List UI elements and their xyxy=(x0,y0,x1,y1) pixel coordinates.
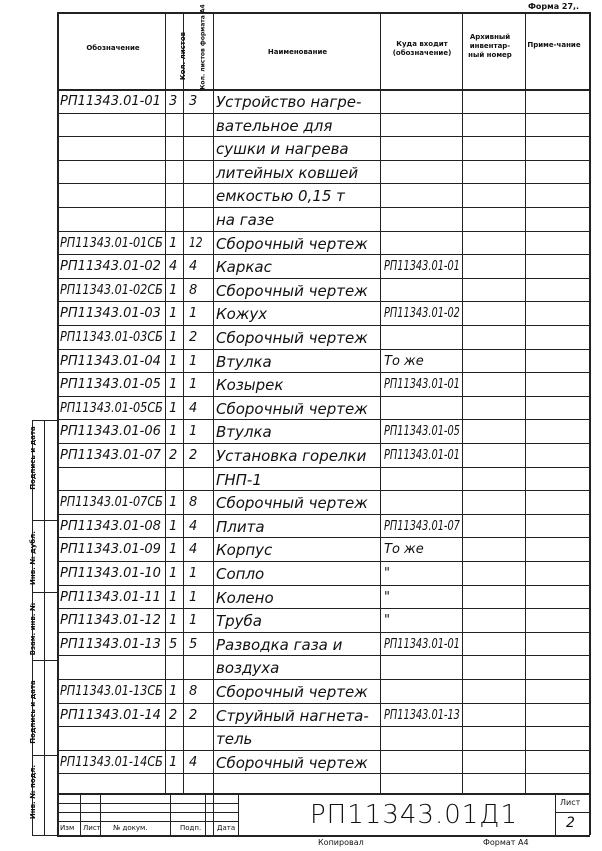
row-name: литейных ковшей xyxy=(216,164,359,182)
row-included-in: " xyxy=(384,613,390,628)
document-number: РП11343.01Д1 xyxy=(310,800,519,830)
grid-line xyxy=(57,372,590,373)
grid-line xyxy=(205,793,206,835)
grid-line xyxy=(57,514,590,515)
grid-line xyxy=(57,679,590,680)
col-data: Дата xyxy=(217,824,236,832)
header-included-in: Куда входит (обозначение) xyxy=(392,40,452,57)
row-designation: РП11343.01-04 xyxy=(60,354,161,369)
row-name: Труба xyxy=(216,612,263,630)
side-label-inv-podl: Инв. № подл. xyxy=(29,764,37,820)
grid-line xyxy=(57,136,590,137)
row-sheets-count: 1 xyxy=(169,377,178,392)
row-designation: РП11343.01-11 xyxy=(60,590,161,605)
row-sheets-a4: 1 xyxy=(189,424,198,439)
sheet-label: Лист xyxy=(560,798,581,807)
grid-line xyxy=(57,183,590,184)
row-designation: РП11343.01-02 xyxy=(60,259,161,274)
header-archive: Архивный инвентар-ный номер xyxy=(468,33,512,59)
header-sheets-a4: Кол. листов формата А4 xyxy=(199,4,207,90)
row-included-in: РП11343.01-13 xyxy=(384,708,460,723)
grid-line xyxy=(57,325,590,326)
grid-line xyxy=(32,835,57,836)
grid-line xyxy=(57,467,590,468)
row-name: Кожух xyxy=(216,305,268,323)
grid-line xyxy=(183,12,184,793)
row-designation: РП11343.01-12 xyxy=(60,613,161,628)
grid-line xyxy=(57,821,238,822)
row-sheets-a4: 8 xyxy=(189,283,198,298)
grid-line xyxy=(213,12,214,793)
row-sheets-count: 1 xyxy=(169,306,178,321)
grid-line xyxy=(380,12,381,793)
row-name: Корпус xyxy=(216,541,273,559)
row-designation: РП11343.01-13СБ xyxy=(60,684,163,699)
row-sheets-count: 1 xyxy=(169,519,178,534)
row-name: Сборочный чертеж xyxy=(216,235,368,253)
col-izm: Изм xyxy=(60,824,75,832)
row-name: воздуха xyxy=(216,659,280,677)
row-name: Струйный нагнета- xyxy=(216,707,369,725)
row-name: Втулка xyxy=(216,423,272,441)
row-sheets-count: 1 xyxy=(169,566,178,581)
row-sheets-a4: 3 xyxy=(189,94,198,109)
side-label-podp-data-bottom: Подпись и дата xyxy=(29,680,37,744)
grid-line xyxy=(57,793,590,795)
grid-line xyxy=(57,443,590,444)
row-designation: РП11343.01-01 xyxy=(60,94,161,109)
footer-copied: Копировал xyxy=(318,838,364,847)
row-sheets-a4: 1 xyxy=(189,354,198,369)
side-label-inv-dubl: Инв. № дубл. xyxy=(29,531,37,585)
row-designation: РП11343.01-01СБ xyxy=(60,236,163,251)
row-name: Козырек xyxy=(216,376,284,394)
row-sheets-count: 1 xyxy=(169,755,178,770)
row-sheets-a4: 1 xyxy=(189,377,198,392)
row-designation: РП11343.01-05 xyxy=(60,377,161,392)
row-sheets-a4: 5 xyxy=(189,637,198,652)
row-included-in: То же xyxy=(384,354,424,369)
row-included-in: РП11343.01-01 xyxy=(384,377,460,392)
row-designation: РП11343.01-02СБ xyxy=(60,283,163,298)
row-sheets-count: 1 xyxy=(169,495,178,510)
row-name: Сопло xyxy=(216,565,265,583)
row-name: на газе xyxy=(216,211,275,229)
grid-line xyxy=(57,89,590,91)
grid-line xyxy=(57,490,590,491)
grid-line xyxy=(80,793,81,835)
header-name: Наименование xyxy=(267,48,328,56)
row-sheets-a4: 4 xyxy=(189,259,198,274)
row-sheets-a4: 4 xyxy=(189,519,198,534)
col-list: Лист xyxy=(83,824,101,832)
footer-format: Формат А4 xyxy=(483,838,529,847)
row-sheets-a4: 1 xyxy=(189,566,198,581)
col-podp: Подп. xyxy=(180,824,202,832)
row-name: Сборочный чертеж xyxy=(216,754,368,772)
grid-line xyxy=(555,812,590,813)
row-name: тель xyxy=(216,730,253,748)
row-sheets-count: 1 xyxy=(169,330,178,345)
row-name: Устройство нагре- xyxy=(216,93,362,111)
grid-line xyxy=(44,420,45,835)
row-included-in: РП11343.01-01 xyxy=(384,259,460,274)
row-designation: РП11343.01-06 xyxy=(60,424,161,439)
row-sheets-count: 4 xyxy=(169,259,178,274)
sheet-number: 2 xyxy=(566,815,575,831)
row-designation: РП11343.01-05СБ xyxy=(60,401,163,416)
row-included-in: РП11343.01-05 xyxy=(384,424,460,439)
row-sheets-a4: 2 xyxy=(189,448,198,463)
row-designation: РП11343.01-07 xyxy=(60,448,161,463)
col-doc: № докум. xyxy=(113,824,148,832)
grid-line xyxy=(57,655,590,656)
grid-line xyxy=(57,396,590,397)
grid-line xyxy=(57,561,590,562)
row-designation: РП11343.01-14СБ xyxy=(60,755,163,770)
grid-line xyxy=(57,537,590,538)
row-sheets-count: 1 xyxy=(169,354,178,369)
row-included-in: РП11343.01-01 xyxy=(384,637,460,652)
side-label-podp-data-top: Подпись и дата xyxy=(29,426,37,490)
grid-line xyxy=(57,835,590,837)
row-name: Сборочный чертеж xyxy=(216,494,368,512)
row-sheets-count: 3 xyxy=(169,94,178,109)
row-sheets-a4: 8 xyxy=(189,495,198,510)
row-designation: РП11343.01-13 xyxy=(60,637,161,652)
row-name: Сборочный чертеж xyxy=(216,282,368,300)
row-sheets-a4: 2 xyxy=(189,330,198,345)
grid-line xyxy=(170,793,171,835)
header-sheets-count: Кол. листов xyxy=(179,31,187,81)
row-sheets-count: 5 xyxy=(169,637,178,652)
row-designation: РП11343.01-14 xyxy=(60,708,161,723)
row-name: Каркас xyxy=(216,258,272,276)
grid-line xyxy=(555,793,556,835)
row-included-in: " xyxy=(384,566,390,581)
row-name: емкостью 0,15 т xyxy=(216,187,345,205)
grid-line xyxy=(165,12,166,793)
grid-line xyxy=(57,419,590,420)
row-name: вательное для xyxy=(216,117,333,135)
form-label: Форма 27,. xyxy=(528,2,580,11)
row-name: Сборочный чертеж xyxy=(216,683,368,701)
row-included-in: То же xyxy=(384,542,424,557)
row-name: сушки и нагрева xyxy=(216,140,349,158)
row-sheets-count: 1 xyxy=(169,401,178,416)
row-name: Разводка газа и xyxy=(216,636,343,654)
row-included-in: " xyxy=(384,590,390,605)
row-sheets-a4: 4 xyxy=(189,401,198,416)
grid-line xyxy=(57,632,590,633)
row-sheets-a4: 8 xyxy=(189,684,198,699)
side-label-vzam-inv: Взам. инв. № xyxy=(29,602,37,656)
grid-line xyxy=(57,278,590,279)
row-sheets-a4: 4 xyxy=(189,755,198,770)
row-included-in: РП11343.01-07 xyxy=(384,519,460,534)
row-sheets-a4: 2 xyxy=(189,708,198,723)
row-sheets-a4: 1 xyxy=(189,590,198,605)
row-sheets-count: 1 xyxy=(169,542,178,557)
row-sheets-a4: 4 xyxy=(189,542,198,557)
row-name: Сборочный чертеж xyxy=(216,400,368,418)
row-designation: РП11343.01-08 xyxy=(60,519,161,534)
row-name: Колено xyxy=(216,589,274,607)
row-designation: РП11343.01-07СБ xyxy=(60,495,163,510)
row-name: Втулка xyxy=(216,353,272,371)
row-sheets-a4: 1 xyxy=(189,306,198,321)
row-sheets-count: 2 xyxy=(169,448,178,463)
row-sheets-count: 1 xyxy=(169,283,178,298)
grid-line xyxy=(57,703,590,704)
grid-line xyxy=(525,12,526,793)
grid-line xyxy=(57,585,590,586)
grid-line xyxy=(57,207,590,208)
row-included-in: РП11343.01-02 xyxy=(384,306,460,321)
row-name: ГНП-1 xyxy=(216,471,262,489)
grid-line xyxy=(57,726,590,727)
grid-line xyxy=(213,793,214,835)
row-designation: РП11343.01-03СБ xyxy=(60,330,163,345)
grid-line xyxy=(57,254,590,255)
grid-line xyxy=(57,160,590,161)
row-sheets-count: 1 xyxy=(169,236,178,251)
header-designation: Обозначение xyxy=(86,44,140,52)
grid-line xyxy=(57,231,590,232)
row-sheets-count: 1 xyxy=(169,684,178,699)
row-name: Плита xyxy=(216,518,265,536)
grid-line xyxy=(462,12,463,793)
grid-line xyxy=(57,750,590,751)
grid-line xyxy=(57,812,238,813)
grid-line xyxy=(57,803,238,804)
row-sheets-count: 1 xyxy=(169,613,178,628)
row-included-in: РП11343.01-01 xyxy=(384,448,460,463)
row-designation: РП11343.01-10 xyxy=(60,566,161,581)
row-sheets-count: 2 xyxy=(169,708,178,723)
row-designation: РП11343.01-09 xyxy=(60,542,161,557)
header-notes: Приме-чание xyxy=(527,41,581,49)
grid-line xyxy=(57,608,590,609)
row-sheets-a4: 12 xyxy=(189,236,203,251)
row-sheets-count: 1 xyxy=(169,424,178,439)
grid-line xyxy=(57,773,590,774)
grid-line xyxy=(238,793,239,835)
grid-line xyxy=(57,349,590,350)
row-name: Установка горелки xyxy=(216,447,367,465)
row-sheets-a4: 1 xyxy=(189,613,198,628)
row-name: Сборочный чертеж xyxy=(216,329,368,347)
row-designation: РП11343.01-03 xyxy=(60,306,161,321)
grid-line xyxy=(57,301,590,302)
grid-line xyxy=(57,113,590,114)
row-sheets-count: 1 xyxy=(169,590,178,605)
grid-line xyxy=(57,12,590,14)
